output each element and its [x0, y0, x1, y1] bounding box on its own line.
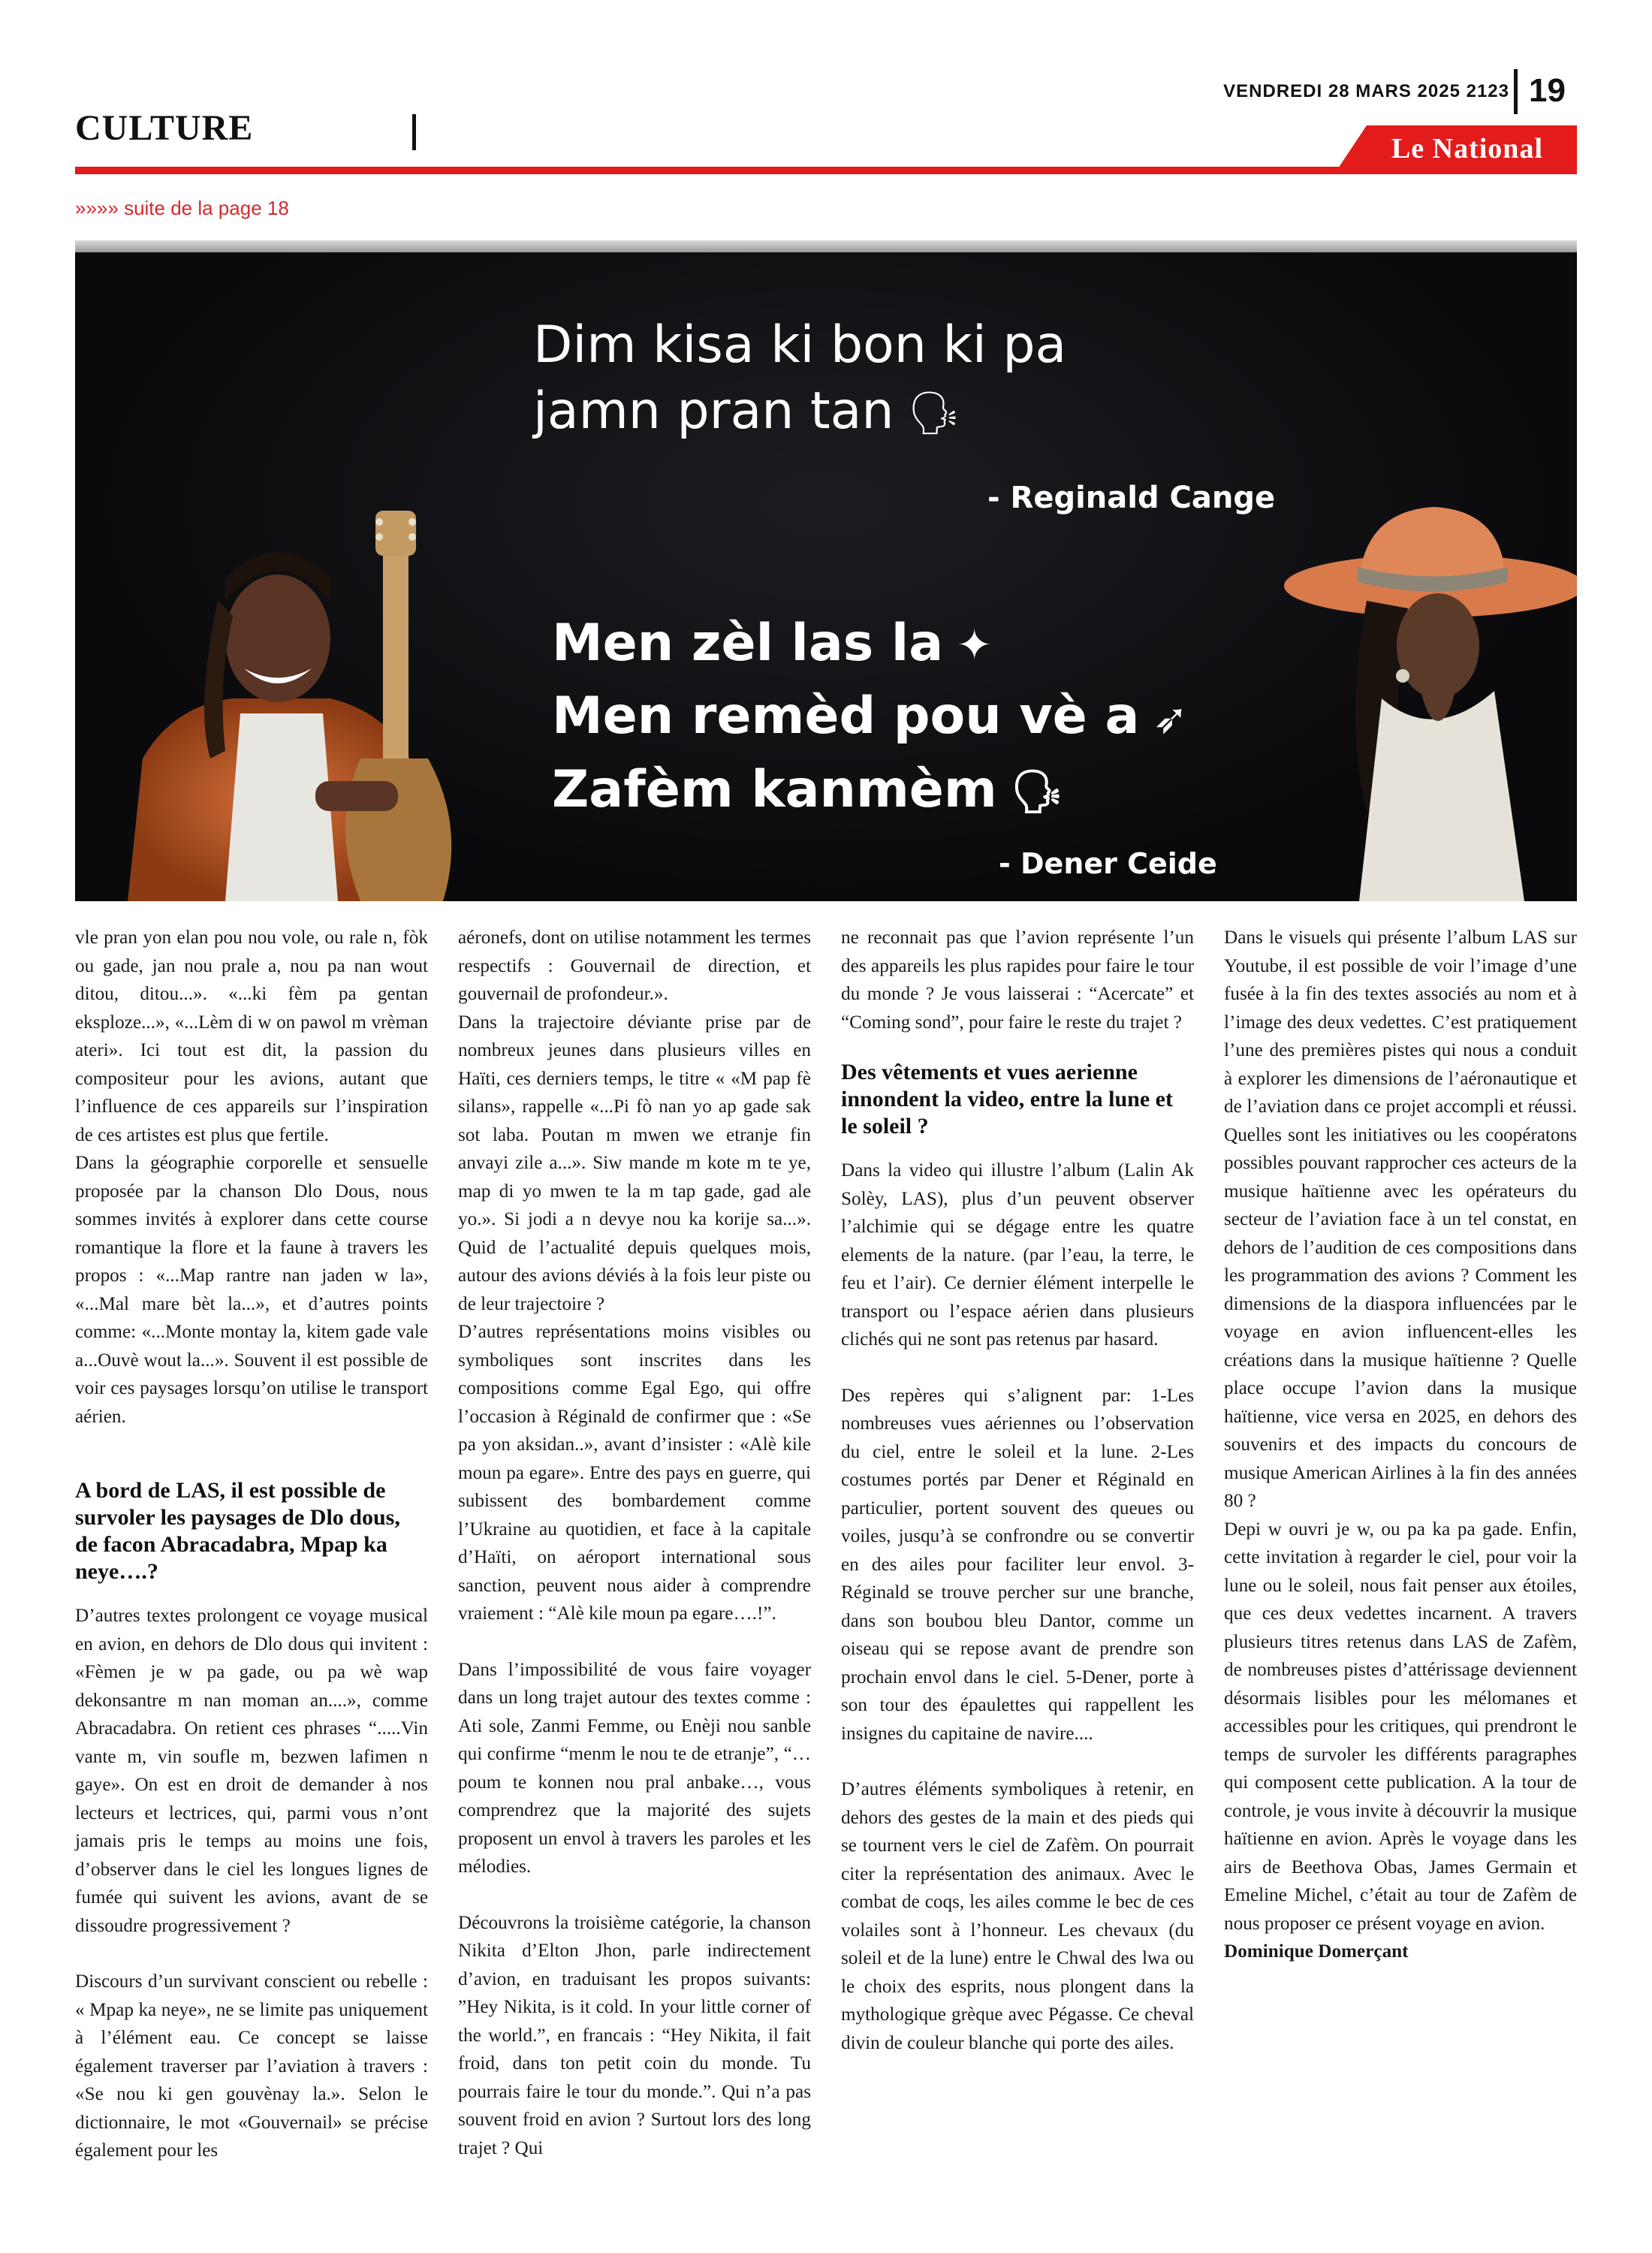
paragraph: Des repères qui s’alignent par: 1-Les nombreuses vues aériennes ou l’observation du ciel, entre le soleil et la lune. 2-Les costumes portés par Dener et Réginald en particulier, portent souvent des queues ou voiles, jusqu’à se confrondre ou se convertir en des ailes pour faciliter leur envol. 3-Réginald se trouve percher sur une branche, dans son boubou bleu Dantor, comme un oiseau qui se repose avant de prendre son prochain envol dans le ciel. 5-Dener, porte à son tour des épaulettes qui rappellent les insignes du capitaine de navire....	[841, 1385, 1194, 1744]
paragraph: D’autres représentations moins visibles ou symboliques sont inscrites dans les compositions comme Egal Ego, qui offre l’occasion à Réginald de confirmer que : «Se pa yon aksidan..», avant d’insister : «Alè kile moun pa egare». Entre des pays en guerre, qui subissent des bombardement comme l’Ukraine au quotidien, et face à la capitale d’Haïti, on aéroport international sous sanction, peuvent nous aider à comprendre vraiement : “Alè kile moun pa egare….!”.	[458, 1322, 811, 1624]
continued-from-label: »»»» suite de la page 18	[75, 197, 289, 219]
speaking-head-icon: 🗣	[1010, 768, 1064, 817]
subheading: A bord de LAS, il est possible de survoler les paysages de Dlo dous, de facon Abracadabra, Mpap ka neye….?	[75, 1478, 400, 1584]
paragraph: Dans la video qui illustre l’album (Lalin Ak Solèy, LAS), plus d’un peuvent observer l’alchimie qui se dégage entre les quatre elements de la nature. (par l’eau, la terre, le feu et l’air). Ce dernier élément interpelle le transport ou l’espace aérien dans plusieurs clichés qui ne sont pas retenus par hasard.	[841, 1160, 1194, 1350]
author-byline: Dominique Domerçant	[1224, 1941, 1409, 1962]
column-3	[841, 924, 1194, 2057]
quote2-line-3: Zafèm kanmèm 🗣	[552, 755, 1188, 828]
paragraph: Dans la géographie corporelle et sensuelle proposée par la chanson Dlo Dous, nous sommes invités à explorer dans cette course romantique la flore et la faune à travers les propos : «...Map rantre nan jaden w la», «...Mal mare bèt la...», et d’autres points comme: «...Monte montay la, kitem gade vale a...Ouvè wout la...». Souvent il est possible de voir ces paysages lorsqu’on utilise le transport aérien.	[75, 1153, 428, 1427]
subheading: Des vêtements et vues aerienne innondent la video, entre la lune et le soleil ?	[841, 1060, 1173, 1139]
article-body	[75, 924, 1577, 2223]
paragraph: vle pran yon elan pou nou vole, ou rale n, fòk ou gade, jan nou prale a, nou pa nan wout ditou, ditou...». «...ki fèm pa gentan eksploze...», «...Lèm di w on pawol m vrèman ateri». Ici tout est dit, la passion du compositeur pour les avions, autant que l’influence de ces appareils sur l’inspiration de ces artistes est plus que fertile.	[75, 927, 428, 1145]
paragraph: ne reconnait pas que l’avion représente l’un des appareils les plus rapides pour faire le tour du monde ? Je vous laisserai : “Acercate” et “Coming sond”, pour faire le reste du trajet ?	[841, 927, 1194, 1033]
column-2	[458, 924, 811, 2162]
column-1	[75, 924, 428, 2165]
quote2-line-2: Men remèd pou vè a ➶	[552, 681, 1188, 754]
speaking-head-icon: 🗣	[907, 389, 961, 439]
screen-edge	[75, 240, 1577, 252]
article-photo	[75, 240, 1577, 901]
section-divider	[412, 114, 416, 150]
paragraph: D’autres textes prolongent ce voyage musical en avion, en dehors de Dlo dous qui invitent : «Fèmen je w pa gade, ou pa wè wap dekonsantre m nan moman an....», comme Abracadabra. On retient ces phrases “.....Vin vante m, vin soufle m, bezwen lafimen n gaye». On est en droit de demander à nos lecteurs et lectrices, qui, parmi vous n’ont jamais pris le temps au moins une fois, d’observer dans le ciel les longues lignes de fumée qui suivent les avions, avant de se dissoudre progressivement ?	[75, 1606, 428, 1936]
singer-figure	[1277, 496, 1577, 901]
quote1-line-2: jamn pran tan 🗣	[533, 379, 1066, 447]
page-number-divider	[1514, 69, 1518, 114]
paragraph: Dans le visuels qui présente l’album LAS sur Youtube, il est possible de voir l’image d’une fusée à la fin des textes associés au nom et à l’image des deux vedettes. C’est pratiquement l’une des premières pistes qui nous a conduit à explorer les dimensions de l’aéronautique et de l’aviation dans ce projet accompli et réussi. Quelles sont les initiatives ou les coopératons possibles pouvant rapprocher ces acteurs de la musique haïtienne avec les opérateurs du secteur de l’aviation face à un tel constat, en dehors de l’audition de ces compositions dans les programmation des avions ? Comment les dimensions de la diaspora influencées par le voyage en avion influencent-elles les créations dans la musique haïtienne ? Quelle place occupe l’avion dans la musique haïtienne, vice versa en 2025, en dehors des souvenirs et des impacts du concours de musique American Airlines à la fin des années 80 ?	[1224, 927, 1577, 1511]
paragraph: Depi w ouvri je w, ou pa ka pa gade. Enfin, cette invitation à regarder le ciel, pour voir la lune ou le soleil, nous fait penser aux étoiles, que ces deux vedettes incarnent. A travers plusieurs titres retenus dans LAS de Zafèm, de nombreuses pistes d’attérissage deviennent désormais lisibles pour les mélomanes et accessibles pour les critiques, qui prendront le temps de survoler les différents paragraphes qui composent cette publication. A la tour de controle, je vous invite à découvrir la musique haïtienne en avion. Après le voyage dans les airs de Beethova Obas, James Germain et Emeline Michel, c’était au tour de Zafèm de nous proposer ce présent voyage en avion.	[1224, 1519, 1577, 1934]
quote1-attribution: - Reginald Cange	[987, 481, 1276, 515]
paragraph: aéronefs, dont on utilise notamment les termes respectifs : Gouvernail de direction, et gouvernail de profondeur.».	[458, 927, 811, 1004]
newspaper-brand: Le National	[1391, 133, 1543, 164]
sparkles-icon: ✦	[957, 621, 993, 671]
paragraph: Découvrons la troisième catégorie, la chanson Nikita d’Elton Jhon, parle indirectement d’avion, en traduisant les propos suivants: ”Hey Nikita, is it cold. In your little corner of the world.”, en francais : “Hey Nikita, il fait froid, dans ton petit coin du monde. Tu pourrais faire le tour du monde.”. Qui n’a pas souvent froid en avion ? Surtout lors des long trajet ? Qui	[458, 1912, 811, 2158]
column-4	[1224, 924, 1577, 1966]
paragraph: Dans la trajectoire déviante prise par de nombreux jeunes dans plusieurs villes en Haïti, ces derniers temps, le titre « «M pap fè silans», rappelle «...Pi fò nan yo ap gade sak sot laba. Poutan m mwen we etranje fin anvayi zile a...». Siw mande m kote m te ye, map di yo mwen te la m tap gade, gad ale yo.». Si jodi a n devye nou ka korije sa...». Quid de l’actualité depuis quelques mois, autour des avions déviés à la fois leur piste ou de leur trajectoire ?	[458, 1012, 811, 1314]
dateline: VENDREDI 28 MARS 2025 2123	[1223, 81, 1509, 101]
paragraph: Discours d’un survivant conscient ou rebelle : « Mpap ka neye», ne se limite pas uniquement à l’élément eau. Ce concept se laisse également traverser par l’aviation à travers : «Se nou ki gen gouvènay la.». Selon le dictionnaire, le mot «Gouvernail» se précise également pour les	[75, 1971, 428, 2161]
page-number: 19	[1529, 72, 1566, 109]
quote-reginald	[533, 312, 1066, 447]
paragraph: Dans l’impossibilité de vous faire voyager dans un long trajet autour des textes comme : Ati sole, Zanmi Femme, ou Enèji nou sanble qui confirme “menm le nou te de etranje”, “…poum te konnen nou pral anbake…, vous comprendrez que la majorité des sujets proposent un envol à travers les paroles et les mélodies.	[458, 1659, 811, 1877]
section-title: CULTURE	[75, 108, 254, 148]
quote1-line-1: Dim kisa ki bon ki pa	[533, 315, 1067, 375]
quote-dener	[552, 608, 1188, 828]
quote2-line-1: Men zèl las la ✦	[552, 608, 1188, 681]
guitarist-figure	[113, 511, 503, 901]
paragraph: D’autres éléments symboliques à retenir, en dehors des gestes de la main et des pieds qui se tournent vers le ciel de Zafèm. On pourrait citer la représentation des animaux. Avec le combat de coqs, les ailes comme le bec de ces volailes sont à l’honneur. Les chevaux (du soleil et de la lune) entre le Chwal des lwa ou le choix des esprits, nous plongent dans la mythologique grèque avec Pégasse. Ce cheval divin de couleur blanche qui porte des ailes.	[841, 1779, 1194, 2053]
quote2-attribution: - Dener Ceide	[999, 847, 1217, 880]
rocket-icon: ➶	[1153, 694, 1189, 743]
